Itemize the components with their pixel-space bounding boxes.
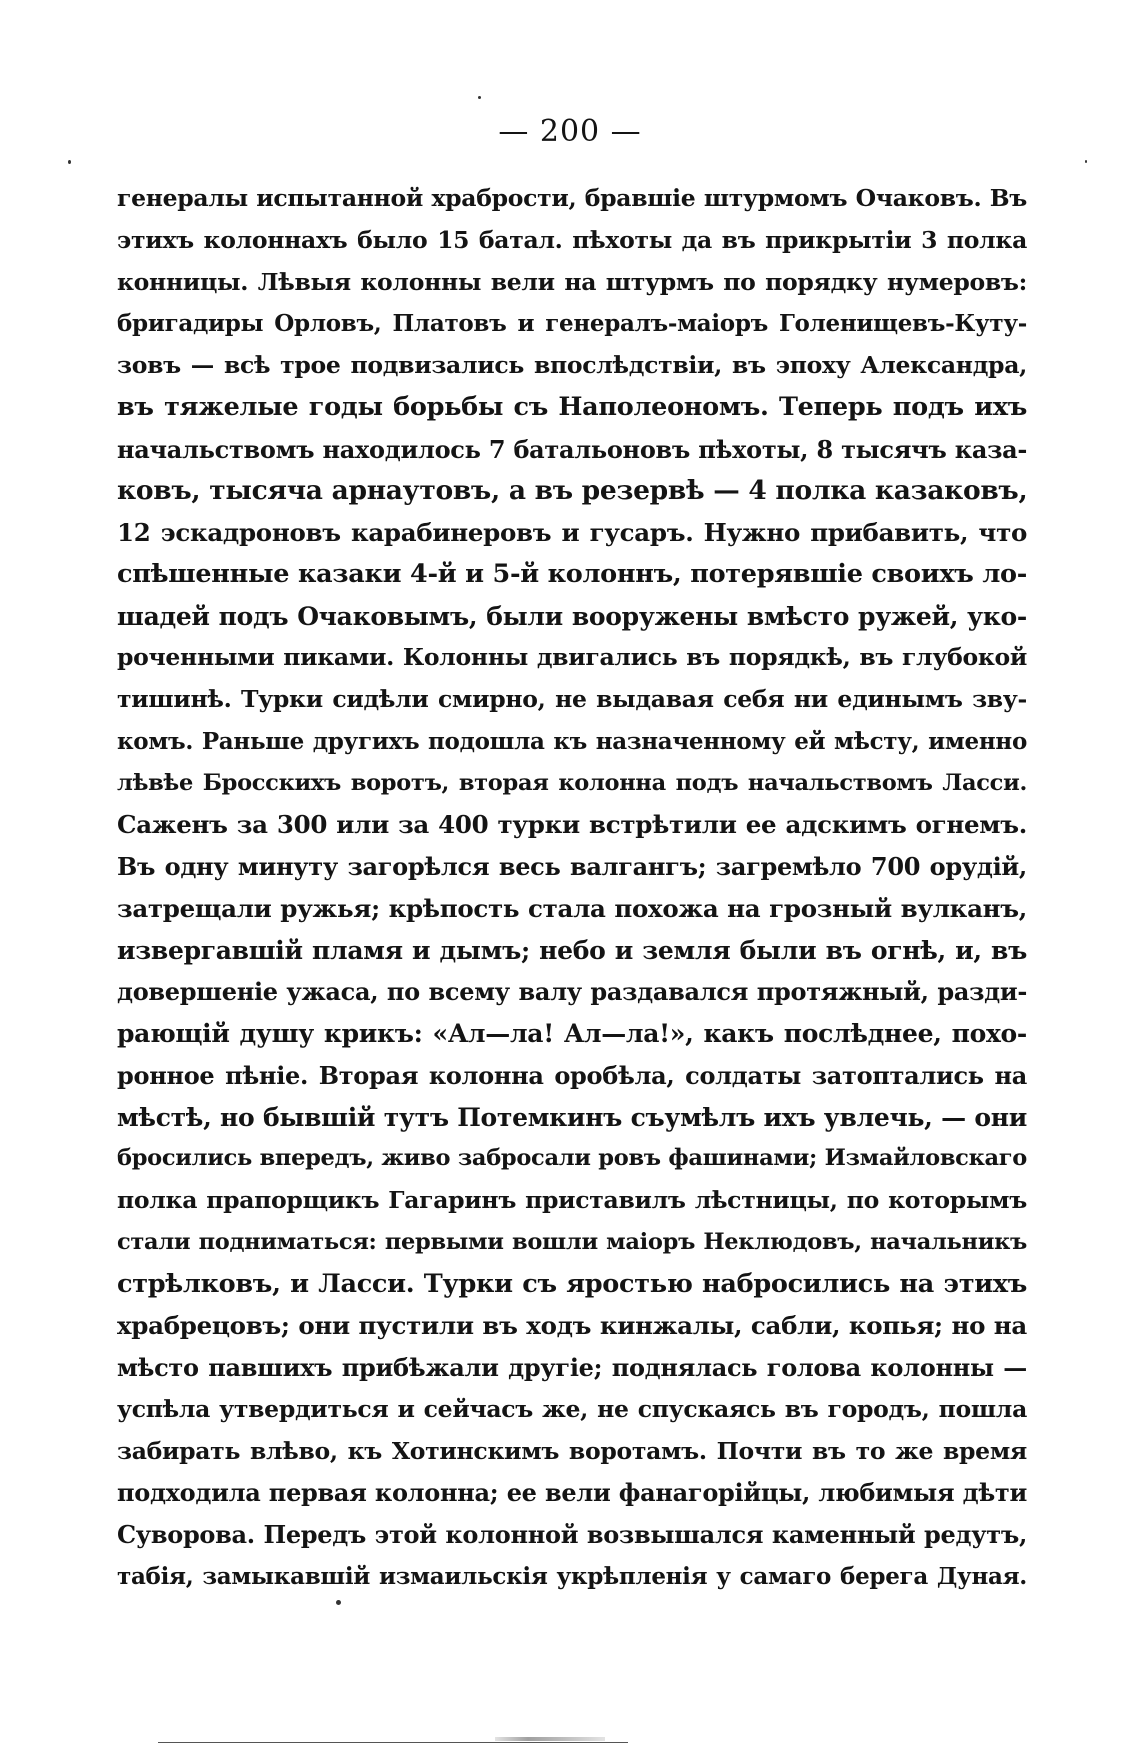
scan-smudge (495, 1737, 605, 1741)
text-line: въ тяжелые годы борьбы съ Наполеономъ. Теперь подъ ихъ (117, 391, 1027, 422)
scan-speck (1085, 160, 1087, 163)
text-line: табія, замыкавшій измаильскія укрѣпленія у самаго берега Дуная. (117, 1562, 1027, 1590)
text-line: полка прапорщикъ Гагаринъ приставилъ лѣстницы, по которымъ (117, 1186, 1027, 1214)
text-line: шадей подъ Очаковымъ, были вооружены вмѣсто ружей, уко- (117, 601, 1027, 631)
scan-speck (68, 160, 71, 164)
text-line: стали подниматься: первыми вошли маіоръ Неклюдовъ, начальникъ (117, 1228, 1027, 1255)
text-line: бригадиры Орловъ, Платовъ и генералъ-маіоръ Голенищевъ-Куту- (117, 310, 1027, 338)
text-line: роченными пиками. Колонны двигались въ порядкѣ, въ глубокой (117, 643, 1027, 672)
text-line: ронное пѣніе. Вторая колонна оробѣла, солдаты затоптались на (117, 1060, 1027, 1090)
text-line: генералы испытанной храбрости, бравшіе штурмомъ Очаковъ. Въ (117, 184, 1027, 212)
text-line: Саженъ за 300 или за 400 турки встрѣтили ее адскимъ огнемъ. (117, 810, 1027, 840)
text-line: извергавшій пламя и дымъ; небо и земля были въ огнѣ, и, въ (117, 935, 1027, 965)
scan-speck (478, 96, 481, 99)
text-line: лѣвѣе Бросскихъ воротъ, вторая колонна подъ начальствомъ Ласси. (117, 769, 1027, 796)
scan-speck (336, 1600, 341, 1605)
text-line: ковъ, тысяча арнаутовъ, а въ резервѣ — 4 полка казаковъ, (117, 475, 1028, 507)
footer-rule (158, 1742, 628, 1743)
text-line: 12 эскадроновъ карабинеровъ и гусаръ. Нужно прибавить, что (117, 518, 1027, 547)
text-line: начальствомъ находилось 7 батальоновъ пѣхоты, 8 тысячъ каза- (117, 434, 1027, 464)
text-line: мѣсто павшихъ прибѣжали другіе; поднялась голова колонны — (117, 1353, 1027, 1382)
text-line: бросились впередъ, живо забросали ровъ фашинами; Измайловскаго (117, 1145, 1027, 1172)
text-line: забирать влѣво, къ Хотинскимъ воротамъ. Почти въ то же время (117, 1436, 1027, 1465)
text-line: храбрецовъ; они пустили въ ходъ кинжалы, сабли, копья; но на (117, 1311, 1027, 1341)
text-line: Въ одну минуту загорѣлся весь валгангъ; загремѣло 700 орудій, (117, 852, 1027, 881)
text-line: затрещали ружья; крѣпость стала похожа на грозный вулканъ, (117, 893, 1027, 923)
text-line: подходила первая колонна; ее вели фанагорійцы, любимыя дѣти (117, 1478, 1027, 1508)
text-line: конницы. Лѣвыя колонны вели на штурмъ по порядку нумеровъ: (117, 267, 1027, 296)
text-line: рающій душу крикъ: «Ал—ла! Ал—ла!», какъ послѣднее, похо- (117, 1019, 1027, 1048)
text-line: Суворова. Передъ этой колонной возвышался каменный редутъ, (117, 1520, 1027, 1549)
text-line: довершеніе ужаса, по всему валу раздавался протяжный, разди- (117, 977, 1027, 1007)
text-line: мѣстѣ, но бывшій тутъ Потемкинъ съумѣлъ ихъ увлечь, — они (117, 1102, 1027, 1132)
text-line: зовъ — всѣ трое подвизались впослѣдствіи, въ эпоху Александра, (117, 351, 1027, 379)
text-line: успѣла утвердиться и сейчасъ же, не спускаясь въ городъ, пошла (117, 1394, 1027, 1423)
text-line: стрѣлковъ, и Ласси. Турки съ яростью набросились на этихъ (117, 1268, 1027, 1299)
text-line: этихъ колоннахъ было 15 батал. пѣхоты да въ прикрытіи 3 полка (117, 225, 1027, 254)
text-line: спѣшенные казаки 4-й и 5-й колоннъ, потерявшіе своихъ ло- (117, 558, 1027, 589)
text-line: комъ. Раньше другихъ подошла къ назначенному ей мѣсту, именно (117, 727, 1027, 755)
page-number: — 200 — (498, 114, 642, 149)
text-line: тишинѣ. Турки сидѣли смирно, не выдавая себя ни единымъ зву- (117, 685, 1027, 713)
body-text (117, 178, 1027, 1598)
